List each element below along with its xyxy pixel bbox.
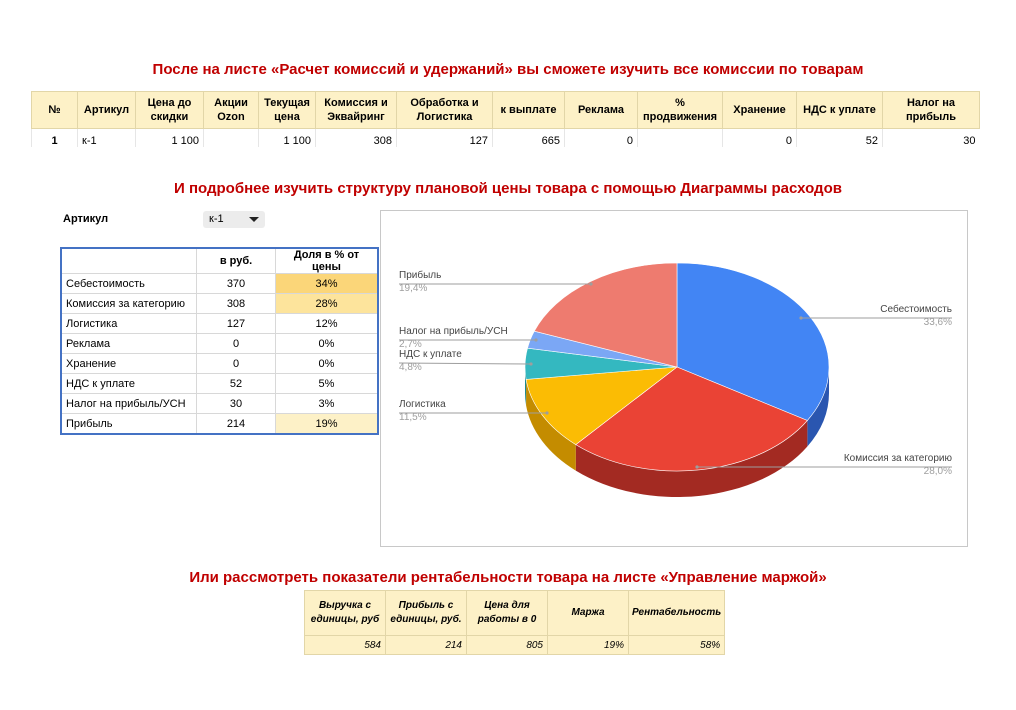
col-header-revenue: Выручка с единицы, руб [305, 591, 386, 636]
cell[interactable]: 52 [197, 374, 276, 394]
cell[interactable]: 0 [197, 334, 276, 354]
article-dropdown-value: к-1 [209, 213, 224, 225]
cell[interactable]: Комиссия за категорию [61, 294, 197, 314]
cell[interactable]: 19% [548, 636, 629, 655]
col-header-current-price: Текущая цена [259, 92, 316, 129]
table-row [61, 274, 378, 294]
cell[interactable]: к-1 [78, 129, 136, 148]
table-row [61, 414, 378, 435]
article-filter-label: Артикул [63, 213, 109, 225]
leader-dot [589, 282, 592, 285]
caret-down-icon [249, 217, 259, 222]
table-row [61, 374, 378, 394]
cell[interactable]: 0 [565, 129, 638, 148]
table-row [61, 294, 378, 314]
article-dropdown[interactable] [203, 211, 265, 228]
cell[interactable]: 12% [276, 314, 379, 334]
cell[interactable]: 584 [305, 636, 386, 655]
cell[interactable]: 5% [276, 374, 379, 394]
cell[interactable]: 214 [386, 636, 467, 655]
cell[interactable]: Прибыль [61, 414, 197, 435]
table-row [61, 334, 378, 354]
col-header-unit-profit: Прибыль с единицы, руб. [386, 591, 467, 636]
cell[interactable]: Реклама [61, 334, 197, 354]
slice-label: НДС к уплате [399, 349, 462, 360]
slice-value-label: 11,5% [399, 412, 427, 423]
cell[interactable]: 3% [276, 394, 379, 414]
cell[interactable]: Логистика [61, 314, 197, 334]
cell[interactable] [638, 129, 723, 148]
slice-value-label: 4,8% [399, 362, 422, 373]
slice-label: Прибыль [399, 270, 442, 281]
col-header-profit-tax: Налог на прибыль [883, 92, 980, 129]
col-header-payout: к выплате [493, 92, 565, 129]
col-header-article: Артикул [78, 92, 136, 129]
heading-price-structure: И подробнее изучить структуру плановой цены товара с помощью Диаграммы расходов [174, 180, 842, 197]
col-header-commission: Комиссия и Эквайринг [316, 92, 397, 129]
col-header-ozon-promo: Акции Ozon [204, 92, 259, 129]
cell[interactable]: 1 100 [259, 129, 316, 148]
cell[interactable]: Хранение [61, 354, 197, 374]
col-header-profitability: Рентабельность [629, 591, 725, 636]
profitability-header-row [305, 591, 725, 636]
cell[interactable]: 214 [197, 414, 276, 435]
expense-pie-chart [380, 210, 968, 547]
leader-dot [529, 362, 532, 365]
leader-dot [545, 411, 548, 414]
col-header-logistics: Обработка и Логистика [397, 92, 493, 129]
slice-label: Логистика [399, 399, 446, 410]
table-row [61, 394, 378, 414]
cell[interactable]: 127 [197, 314, 276, 334]
table-row [32, 129, 980, 148]
slice-label: Налог на прибыль/УСН [399, 326, 508, 337]
cell[interactable]: 308 [197, 294, 276, 314]
leader-dot [695, 465, 698, 468]
cell[interactable]: 58% [629, 636, 725, 655]
col-header-breakeven-price: Цена для работы в 0 [467, 591, 548, 636]
structure-header-row [61, 248, 378, 274]
col-header-storage: Хранение [723, 92, 797, 129]
leader-dot [534, 338, 537, 341]
profitability-table [304, 590, 725, 655]
cell[interactable]: 30 [197, 394, 276, 414]
cell[interactable]: 0% [276, 334, 379, 354]
cell[interactable]: 34% [276, 274, 379, 294]
table-row [305, 636, 725, 655]
cell[interactable] [204, 129, 259, 148]
cell[interactable]: 19% [276, 414, 379, 435]
cell[interactable]: Себестоимость [61, 274, 197, 294]
cell[interactable]: 28% [276, 294, 379, 314]
slice-value-label: 28,0% [923, 466, 952, 477]
col-header-ads: Реклама [565, 92, 638, 129]
commissions-table [31, 91, 980, 147]
cell[interactable]: 1 [32, 129, 78, 148]
col-header-promotion: % продвижения [638, 92, 723, 129]
col-header-rub: в руб. [197, 248, 276, 274]
cell[interactable]: 127 [397, 129, 493, 148]
table-row [61, 354, 378, 374]
leader-dot [799, 316, 802, 319]
cell[interactable]: 665 [493, 129, 565, 148]
cell[interactable]: 370 [197, 274, 276, 294]
cell[interactable]: 52 [797, 129, 883, 148]
cell[interactable]: 0% [276, 354, 379, 374]
slice-label: Себестоимость [880, 304, 952, 315]
cell[interactable]: 805 [467, 636, 548, 655]
slice-value-label: 2,7% [399, 339, 422, 350]
col-header-price-before-discount: Цена до скидки [136, 92, 204, 129]
col-header-number: № [32, 92, 78, 129]
col-header-vat: НДС к уплате [797, 92, 883, 129]
col-header-margin: Маржа [548, 591, 629, 636]
cell[interactable]: 1 100 [136, 129, 204, 148]
slice-value-label: 33,6% [923, 317, 952, 328]
slice-label: Комиссия за категорию [843, 453, 952, 464]
cell[interactable]: НДС к уплате [61, 374, 197, 394]
cell[interactable]: 0 [723, 129, 797, 148]
cell[interactable]: 30 [883, 129, 980, 148]
col-header-item [61, 248, 197, 274]
cell[interactable]: 0 [197, 354, 276, 374]
heading-commissions: После на листе «Расчет комиссий и удержаний» вы сможете изучить все комиссии по товарам [152, 61, 864, 78]
slice-value-label: 19,4% [399, 283, 428, 294]
table-row [61, 314, 378, 334]
commissions-header-row [32, 92, 980, 129]
cell[interactable]: 308 [316, 129, 397, 148]
heading-profitability: Или рассмотреть показатели рентабельности товара на листе «Управление маржой» [189, 569, 827, 586]
price-structure-table [60, 247, 379, 435]
col-header-share: Доля в % от цены [276, 248, 379, 274]
cell[interactable]: Налог на прибыль/УСН [61, 394, 197, 414]
